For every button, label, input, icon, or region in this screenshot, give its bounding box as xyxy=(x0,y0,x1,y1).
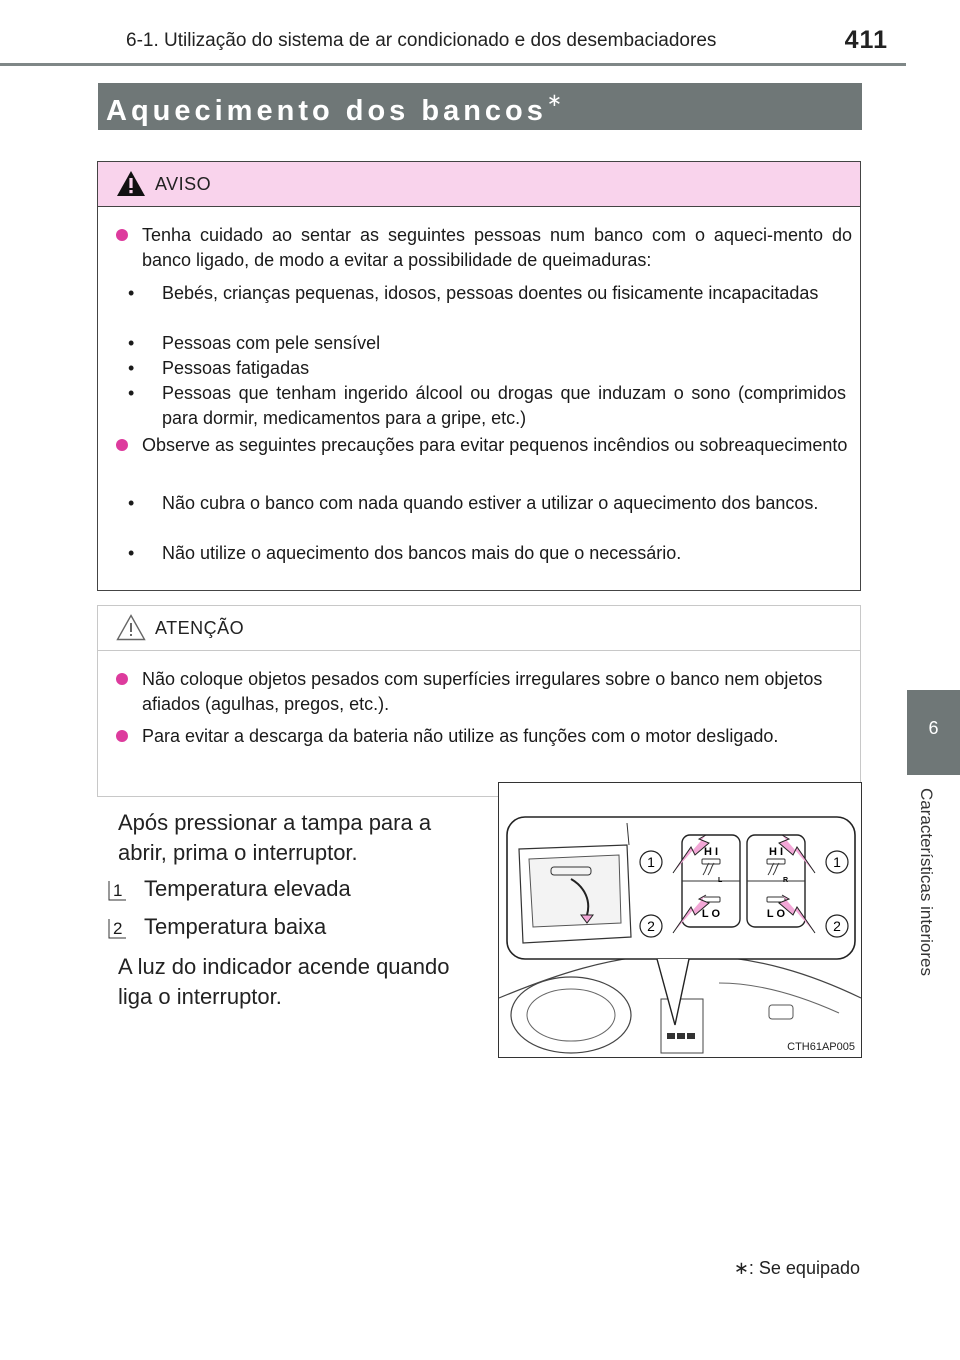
warning-header xyxy=(98,162,860,207)
caution-header xyxy=(98,606,860,651)
caution-label: ATENÇÃO xyxy=(155,618,245,638)
chapter-tab xyxy=(907,690,960,775)
bullet-dot xyxy=(116,730,128,742)
footnote-mark: ∗ xyxy=(733,1258,749,1278)
svg-text:H I: H I xyxy=(768,846,784,858)
warning-subitem: • Não cubra o banco com nada quando estiver a utilizar o aquecimento dos bancos. xyxy=(128,493,819,513)
step-number-2: 2 xyxy=(108,918,127,939)
step-number-1: 1 xyxy=(108,880,127,901)
warning-label: AVISO xyxy=(155,174,212,194)
section-title: Aquecimento dos bancos xyxy=(106,95,547,127)
note-line-2: liga o interruptor. xyxy=(118,984,282,1009)
chapter-name: Características interiores xyxy=(917,788,936,977)
caution-bullet-1 xyxy=(116,667,846,717)
illustration-drawing xyxy=(499,783,861,1057)
warning-bullet-1 xyxy=(116,223,852,273)
bullet-dot xyxy=(116,229,128,241)
svg-text:1: 1 xyxy=(647,854,655,870)
intro-line-2: abrir, prima o interruptor. xyxy=(118,840,358,865)
chapter-title: 6-1. Utilização do sistema de ar condicionado e dos desembaciadores xyxy=(126,30,717,51)
warning-bullet-2-text: Observe as seguintes precauções para evitar pequenos incêndios ou sobreaquecimento xyxy=(142,435,848,455)
warning-bullet-1-text: Tenha cuidado ao sentar as seguintes pessoas num banco com o aqueci-mento do banco ligado, de modo a evitar a possibilidade de queimaduras: xyxy=(142,225,852,270)
svg-text:L O: L O xyxy=(766,908,786,920)
warning-subitem: • Pessoas fatigadas xyxy=(128,358,310,378)
warning-subitem: • Pessoas com pele sensível xyxy=(128,333,381,353)
warning-subitem: • Bebés, crianças pequenas, idosos, pessoas doentes ou fisicamente incapacitadas xyxy=(128,283,819,303)
warning-subitem: • Pessoas que tenham ingerido álcool ou drogas que induzam o sono (comprimidos para dormir, medicamentos para a gripe, etc.) xyxy=(128,383,846,428)
bullet-dot xyxy=(116,439,128,451)
step-1-text: Temperatura elevada xyxy=(144,876,351,901)
seat-heater-illustration xyxy=(498,782,862,1058)
step-2-text: Temperatura baixa xyxy=(144,914,327,939)
section-title-bar xyxy=(98,83,862,130)
warning-icon xyxy=(116,170,146,202)
svg-text:R: R xyxy=(783,877,789,884)
caution-bullet-2-text: Para evitar a descarga da bateria não utilize as funções com o motor desligado. xyxy=(142,726,779,746)
intro-line-1: Após pressionar a tampa para a xyxy=(118,810,432,835)
footnote-text: : Se equipado xyxy=(748,1258,860,1278)
chapter-number: 6 xyxy=(928,718,939,738)
svg-text:2: 2 xyxy=(833,918,841,934)
svg-text:L O: L O xyxy=(701,908,721,920)
warning-bullet-2 xyxy=(116,433,852,458)
caution-icon xyxy=(116,614,146,646)
warning-subitem: • Não utilize o aquecimento dos bancos mais do que o necessário. xyxy=(128,543,682,563)
svg-text:1: 1 xyxy=(833,854,841,870)
svg-text:H I: H I xyxy=(703,846,719,858)
footnote xyxy=(734,1258,860,1279)
page-number: 411 xyxy=(844,26,888,54)
svg-text:2: 2 xyxy=(647,918,655,934)
header-rule xyxy=(0,63,906,66)
bullet-dot xyxy=(116,673,128,685)
caution-bullet-2 xyxy=(116,724,846,749)
note-line-1: A luz do indicador acende quando xyxy=(118,954,450,979)
page-header xyxy=(0,0,960,64)
svg-text:L: L xyxy=(718,877,723,884)
warning-box xyxy=(97,161,861,591)
equipped-mark: ∗ xyxy=(546,90,562,110)
caution-bullet-1-text: Não coloque objetos pesados com superfícies irregulares sobre o banco nem objetos afiados (agulhas, pregos, etc.). xyxy=(142,669,823,714)
figure-code: CTH61AP005 xyxy=(787,1041,855,1053)
chapter-side-label xyxy=(916,788,938,1018)
caution-box xyxy=(97,605,861,797)
